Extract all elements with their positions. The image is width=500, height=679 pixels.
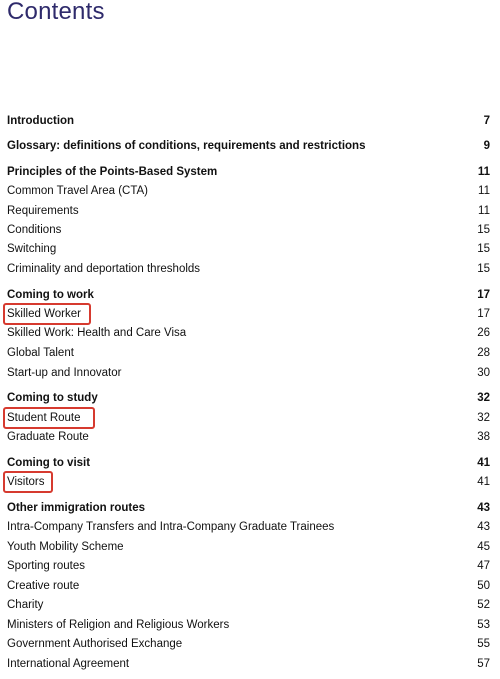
toc-entry-page: 57 <box>477 658 490 670</box>
toc-entry-label: Charity <box>7 599 44 611</box>
toc-entry-page: 43 <box>477 521 490 533</box>
toc-entry-label: Requirements <box>7 205 79 217</box>
toc-entry-graduate-route[interactable] <box>7 428 490 446</box>
toc-entry-label: Global Talent <box>7 347 74 359</box>
toc-section-principles[interactable] <box>7 163 490 181</box>
toc-entry-page: 52 <box>477 599 490 611</box>
page-title: Contents <box>7 0 105 25</box>
toc-entry-page: 41 <box>477 476 490 488</box>
toc-section-coming-to-study[interactable] <box>7 389 490 407</box>
toc-entry-health-care-visa[interactable] <box>7 324 490 342</box>
toc-entry-label: Coming to visit <box>7 457 91 469</box>
toc-entry-label: Coming to work <box>7 289 94 301</box>
toc-entry-sporting-routes[interactable] <box>7 557 490 575</box>
toc-entry-label: International Agreement <box>7 658 130 670</box>
toc-entry-page: 17 <box>477 308 490 320</box>
toc-entry-conditions[interactable] <box>7 221 490 239</box>
toc-entry-page: 7 <box>483 115 490 127</box>
toc-entry-start-up-innovator[interactable] <box>7 364 490 382</box>
toc-entry-label: Introduction <box>7 115 75 127</box>
toc-entry-label: Intra-Company Transfers and Intra-Company Graduate Trainees <box>7 521 335 533</box>
toc-entry-label: Criminality and deportation thresholds <box>7 263 201 275</box>
toc-entry-label: Coming to study <box>7 392 98 404</box>
toc-entry-charity[interactable] <box>7 596 490 614</box>
toc-entry-student-route[interactable] <box>7 409 490 427</box>
toc-entry-skilled-worker[interactable] <box>7 305 490 323</box>
toc-entry-youth-mobility[interactable] <box>7 538 490 556</box>
toc-entry-label: Principles of the Points-Based System <box>7 166 218 178</box>
toc-entry-international-agreement[interactable] <box>7 655 490 673</box>
toc-entry-label: Creative route <box>7 580 80 592</box>
toc-entry-label: Sporting routes <box>7 560 85 572</box>
toc-entry-page: 11 <box>478 205 490 217</box>
toc-entry-common-travel-area[interactable] <box>7 182 490 200</box>
toc-entry-page: 38 <box>477 431 490 443</box>
toc-entry-visitors[interactable] <box>7 473 490 491</box>
toc-entry-page: 9 <box>483 140 490 152</box>
toc-entry-government-exchange[interactable] <box>7 635 490 653</box>
toc-section-other-routes[interactable] <box>7 499 490 517</box>
toc-entry-page: 26 <box>477 327 490 339</box>
toc-entry-label: Visitors <box>7 476 45 488</box>
toc-entry-label: Other immigration routes <box>7 502 146 514</box>
toc-entry-label: Skilled Work: Health and Care Visa <box>7 327 187 339</box>
toc-section-coming-to-work[interactable] <box>7 286 490 304</box>
toc-entry-page: 55 <box>477 638 490 650</box>
toc-entry-intra-company[interactable] <box>7 518 490 536</box>
toc-entry-page: 28 <box>477 347 490 359</box>
toc-entry-page: 15 <box>477 243 490 255</box>
toc-entry-glossary[interactable] <box>7 137 490 155</box>
toc-entry-page: 11 <box>478 185 490 197</box>
toc-entry-label: Skilled Worker <box>7 308 81 320</box>
toc-entry-label: Start-up and Innovator <box>7 367 122 379</box>
toc-entry-introduction[interactable] <box>7 112 490 130</box>
toc-entry-requirements[interactable] <box>7 202 490 220</box>
toc-entry-label: Conditions <box>7 224 62 236</box>
toc-entry-page: 50 <box>477 580 490 592</box>
toc-entry-page: 43 <box>477 502 490 514</box>
toc-entry-page: 32 <box>477 412 490 424</box>
toc-entry-page: 41 <box>477 457 490 469</box>
toc-entry-label: Student Route <box>7 412 81 424</box>
toc-entry-page: 47 <box>477 560 490 572</box>
toc-entry-switching[interactable] <box>7 240 490 258</box>
toc-entry-page: 32 <box>477 392 490 404</box>
toc-entry-page: 11 <box>477 166 490 178</box>
toc-entry-page: 15 <box>477 263 490 275</box>
toc-entry-label: Common Travel Area (CTA) <box>7 185 149 197</box>
toc-entry-label: Switching <box>7 243 57 255</box>
toc-section-coming-to-visit[interactable] <box>7 454 490 472</box>
toc-entry-label: Ministers of Religion and Religious Workers <box>7 619 230 631</box>
toc-entry-page: 15 <box>477 224 490 236</box>
toc-entry-creative-route[interactable] <box>7 577 490 595</box>
toc-entry-page: 53 <box>477 619 490 631</box>
toc-entry-global-talent[interactable] <box>7 344 490 362</box>
toc-entry-label: Glossary: definitions of conditions, requirements and restrictions <box>7 140 366 152</box>
toc-entry-page: 45 <box>477 541 490 553</box>
toc-entry-criminality[interactable] <box>7 260 490 278</box>
toc-entry-label: Government Authorised Exchange <box>7 638 183 650</box>
toc-entry-label: Youth Mobility Scheme <box>7 541 124 553</box>
toc-entry-page: 17 <box>477 289 490 301</box>
toc-entry-page: 30 <box>477 367 490 379</box>
toc-entry-ministers-religion[interactable] <box>7 616 490 634</box>
toc-entry-label: Graduate Route <box>7 431 89 443</box>
